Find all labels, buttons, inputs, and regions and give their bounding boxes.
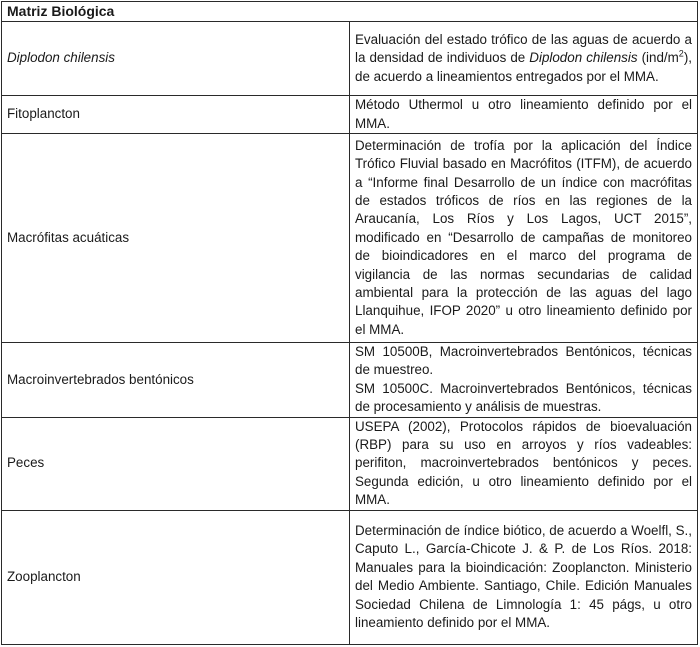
parameter-cell: Macroinvertebrados bentónicos	[2, 343, 350, 418]
table-row	[2, 510, 698, 644]
biological-matrix-table	[1, 1, 698, 645]
species-name-italic: Diplodon chilensis	[529, 50, 638, 66]
table-row	[2, 22, 698, 96]
description-cell	[350, 22, 698, 96]
description-cell: Determinación de trofía por la aplicación del Índice Trófico Fluvial basado en Macrófitos (ITFM), de acuerdo a “Informe final Desarrollo de un índice con macrófitas de estados tróficos de ríos en las regiones de la Araucanía, Los Ríos y Los Lagos, UCT 2015”, modificado en “Desarrollo de campañas de monitoreo de bioindicadores en el marco del programa de vigilancia de las normas secundarias de calidad ambiental para la protección de las aguas del lago Llanquihue, IFOP 2020” u otro lineamiento definido por el MMA.	[350, 134, 698, 343]
description-line: SM 10500B, Macroinvertebrados Bentónicos, técnicas de muestreo.	[355, 344, 692, 378]
parameter-cell: Zooplancton	[2, 510, 350, 644]
table-row	[2, 134, 698, 343]
description-cell	[350, 343, 698, 418]
table-header-row	[2, 2, 698, 22]
parameter-cell: Peces	[2, 417, 350, 510]
description-cell: Determinación de índice biótico, de acuerdo a Woelfl, S., Caputo L., García-Chicote J. & P. de Los Ríos. 2018: Manuales para la bioindicación: Zooplancton. Ministerio del Medio Ambiente. Santiago, Chile. Edición Manuales Sociedad Chilena de Limnología 1: 45 págs, u otro lineamiento definido por el MMA.	[350, 510, 698, 644]
description-cell: USEPA (2002), Protocolos rápidos de bioevaluación (RBP) para su uso en arroyos y ríos vadeables: perifiton, macroinvertebrados bentónicos y peces. Segunda edición, u otro lineamiento definido por el MMA.	[350, 417, 698, 510]
table-row	[2, 96, 698, 134]
parameter-cell: Fitoplancton	[2, 96, 350, 134]
description-text: ), de acuerdo a lineamientos entregados por el MMA.	[355, 50, 692, 84]
parameter-cell: Macrófitas acuáticas	[2, 134, 350, 343]
description-cell: Método Uthermol u otro lineamiento definido por el MMA.	[350, 96, 698, 134]
description-text: (ind/m	[637, 50, 679, 66]
description-text: Evaluación del estado trófico de las aguas de acuerdo a la densidad de individuos de	[355, 31, 692, 66]
table-header: Matriz Biológica	[2, 2, 698, 22]
table-row	[2, 343, 698, 418]
parameter-cell: Diplodon chilensis	[2, 22, 350, 96]
description-line: SM 10500C. Macroinvertebrados Bentónicos, técnicas de procesamiento y análisis de muestras.	[355, 380, 692, 415]
superscript: 2	[678, 48, 684, 59]
table-row	[2, 417, 698, 510]
